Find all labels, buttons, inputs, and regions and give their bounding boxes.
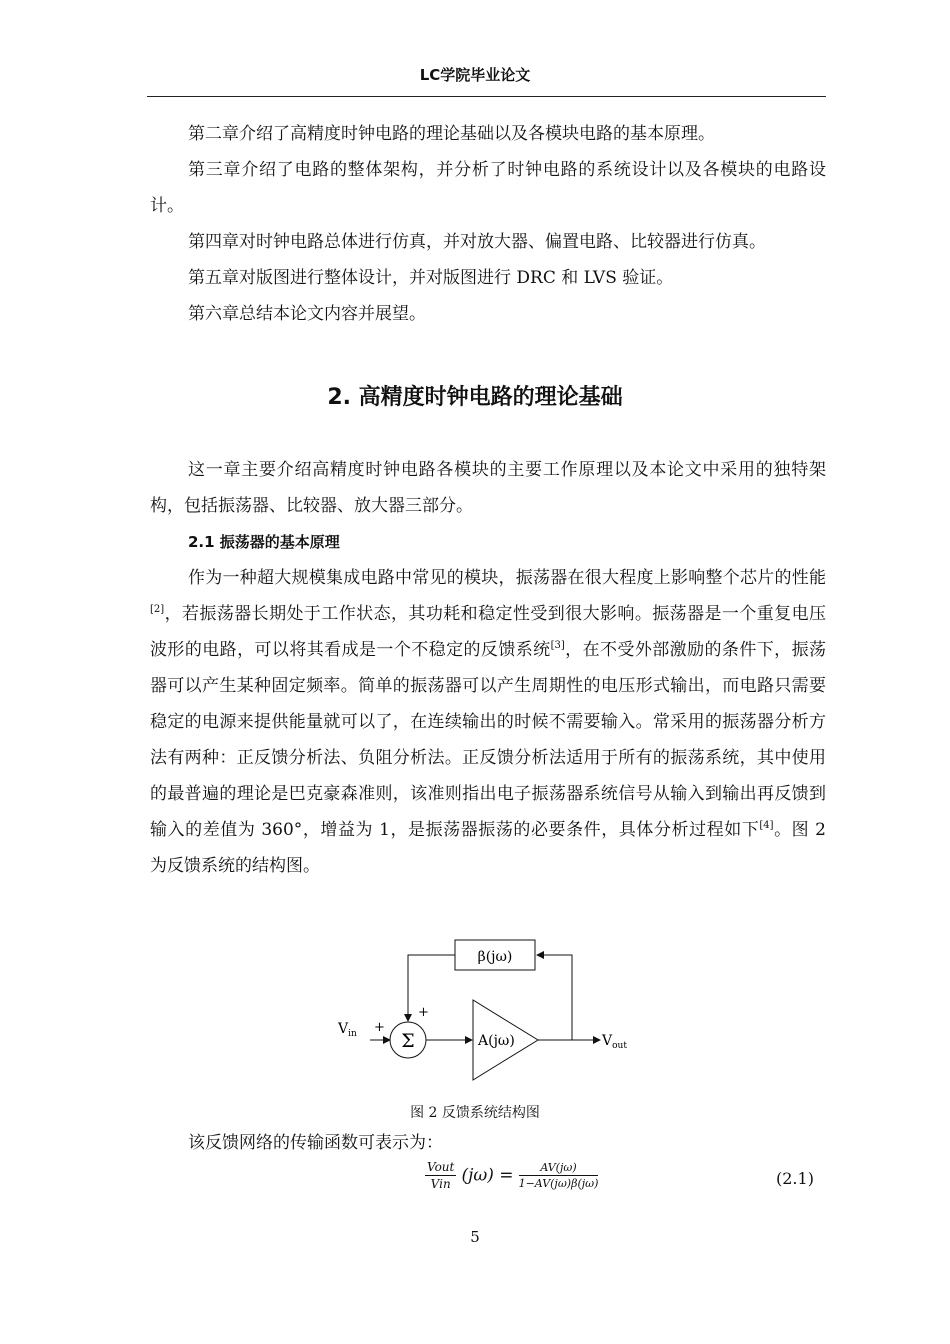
- intro-paragraph: 第三章介绍了电路的整体架构，并分析了时钟电路的系统设计以及各模块的电路设计。: [150, 160, 826, 216]
- transfer-function-intro: 该反馈网络的传输函数可表示为：: [188, 1133, 443, 1153]
- input-label-sub: in: [348, 1029, 357, 1039]
- header-rule: [147, 96, 826, 97]
- intro-paragraphs: [150, 116, 826, 332]
- citation-ref: [2]: [150, 604, 165, 615]
- section-text: ，在不受外部激励的条件下，振荡器可以产生某种固定频率。简单的振荡器可以产生周期性的电压形式输出，而电路只需要稳定的电源来提供能量就可以了，在连续输出的时候不需要输入。常采用的振荡器分析方法有两种：正反馈分析法、负阻分析法。正反馈分析法适用于所有的振荡系统，其中使用的最普遍的理论是巴克豪森准则，该准则指出电子振荡器系统信号从输入到输出再反馈到输入的差值为 360°，增益为 1，是振荡器振荡的必要条件，具体分析过程如下: [150, 640, 827, 840]
- equation-lhs-argument: (jω) =: [461, 1165, 514, 1186]
- intro-paragraph: 第二章介绍了高精度时钟电路的理论基础以及各模块电路的基本原理。: [188, 124, 715, 144]
- equation-lhs-denominator: Vin: [430, 1177, 451, 1191]
- feedback-system-diagram: [330, 930, 640, 1090]
- chapter-body: [150, 452, 826, 884]
- section-text: ，若振荡器长期处于工作状态，其功耗和稳定性受到很大影响。振荡器是一个重复电压波形的电路，可以将其看成是一个不稳定的反馈系统: [150, 604, 826, 660]
- amplifier-label: A(jω): [478, 1033, 515, 1049]
- plus-sign-feedback: +: [418, 1005, 429, 1020]
- equation-number: (2.1): [776, 1169, 814, 1188]
- section-paragraph: [150, 560, 826, 884]
- section-text: 作为一种超大规模集成电路中常见的模块，振荡器在很大程度上影响整个芯片的性能: [188, 568, 826, 588]
- section-text: 。图 2 为反馈系统的结构图。: [150, 820, 826, 876]
- equation-lhs-numerator: Vout: [427, 1160, 455, 1174]
- page-header-title: LC学院毕业论文: [419, 66, 531, 84]
- page-number: 5: [470, 1228, 480, 1246]
- section-heading: 2.1 振荡器的基本原理: [188, 533, 340, 551]
- feedback-path-sum: [408, 955, 455, 1021]
- plus-sign-input: +: [374, 1020, 385, 1035]
- equation-lhs-fraction: [425, 1160, 456, 1191]
- feedback-path-return: [537, 955, 572, 1040]
- output-label-sub: out: [612, 1041, 627, 1051]
- equation-rhs-numerator: AV(jω): [519, 1161, 599, 1176]
- chapter-intro-paragraph: 这一章主要介绍高精度时钟电路各模块的主要工作原理以及本论文中采用的独特架构，包括振荡器、比较器、放大器三部分。: [150, 460, 826, 516]
- intro-paragraph: 第六章总结本论文内容并展望。: [188, 304, 426, 324]
- intro-paragraph: 第四章对时钟电路总体进行仿真，并对放大器、偏置电路、比较器进行仿真。: [188, 232, 766, 252]
- citation-ref: [3]: [550, 640, 565, 651]
- sum-symbol: Σ: [401, 1030, 415, 1052]
- feedback-block-label: β(jω): [477, 949, 513, 965]
- equation-2-1: [425, 1160, 598, 1191]
- figure-caption: 图 2 反馈系统结构图: [410, 1105, 540, 1121]
- chapter-heading: 2. 高精度时钟电路的理论基础: [327, 385, 623, 410]
- output-label: $V_{out}$: [602, 1033, 627, 1051]
- intro-paragraph: 第五章对版图进行整体设计，并对版图进行 DRC 和 LVS 验证。: [188, 268, 674, 288]
- equation-rhs-denominator: 1−AV(jω)β(jω): [518, 1177, 599, 1190]
- input-label: $V_{in}$: [338, 1021, 357, 1039]
- equation-rhs-fraction: [519, 1161, 599, 1190]
- citation-ref: [4]: [759, 820, 774, 831]
